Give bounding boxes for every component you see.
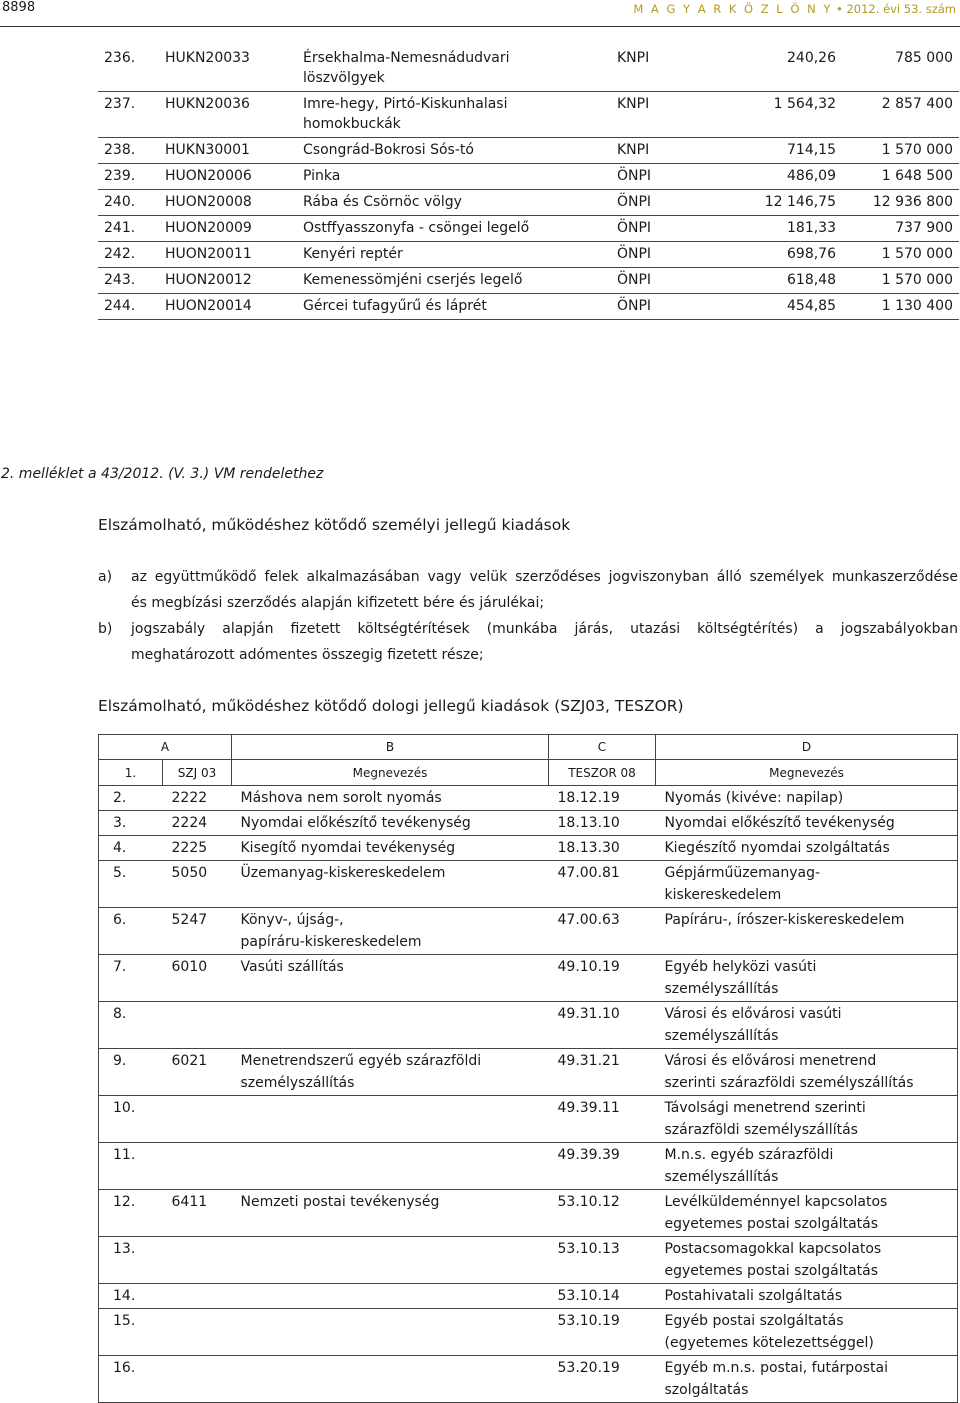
row-number-cell: 241. [98, 216, 159, 242]
bullet-separator: • [836, 2, 843, 16]
szj-code-cell: 2222 [163, 786, 232, 811]
column-letter: D [656, 735, 958, 760]
item-line: az együttműködő felek alkalmazásában vagy velük szerződéses jogviszonyban álló személyek munkaszerződése [131, 569, 958, 585]
teszor-name-cell: Egyéb helyközi vasúti személyszállítás [656, 955, 958, 1002]
park-directorate-cell: ÖNPI [611, 190, 731, 216]
szj-code-cell [163, 1237, 232, 1284]
szj-name-cell [232, 1143, 549, 1190]
area-ha-cell: 618,48 [731, 268, 842, 294]
teszor-code-cell: 47.00.63 [549, 908, 656, 955]
item-text [131, 616, 958, 642]
row-number-cell: 236. [98, 46, 159, 92]
row-number-cell: 239. [98, 164, 159, 190]
szj-code-cell: 6010 [163, 955, 232, 1002]
amount-cell: 1 570 000 [842, 138, 959, 164]
szj-name-cell: Kisegítő nyomdai tevékenység [232, 836, 549, 861]
row-number-cell: 4. [99, 836, 163, 861]
szj-name-cell: Menetrendszerű egyéb szárazföldi személyszállítás [232, 1049, 549, 1096]
area-ha-cell: 698,76 [731, 242, 842, 268]
running-title [633, 1, 956, 17]
szj-code-cell: 2225 [163, 836, 232, 861]
table-row [99, 1237, 958, 1284]
table-row [98, 190, 959, 216]
row-number-cell: 8. [99, 1002, 163, 1049]
teszor-code-cell: 49.31.10 [549, 1002, 656, 1049]
szj-name-cell [232, 1309, 549, 1356]
szj-code-cell: 5050 [163, 861, 232, 908]
site-code-cell: HUON20014 [159, 294, 297, 320]
szj-code-cell [163, 1309, 232, 1356]
item-line: jogszabály alapján fizetett költségtérítések (munkába járás, utazási költségtérítés) a jogszabályokban [131, 621, 958, 637]
park-directorate-cell: KNPI [611, 138, 731, 164]
site-name-cell: Rába és Csörnöc völgy [297, 190, 611, 216]
teszor-name-cell: M.n.s. egyéb szárazföldi személyszállítás [656, 1143, 958, 1190]
row-number-cell: 11. [99, 1143, 163, 1190]
teszor-name-cell: Gépjárműüzemanyag- kiskereskedelem [656, 861, 958, 908]
szj-code-cell [163, 1096, 232, 1143]
item-label: b) [98, 621, 113, 637]
protected-area-table-body [98, 46, 959, 320]
activity-code-table-body [99, 786, 958, 1403]
teszor-name-cell: Városi és elővárosi vasúti személyszállítás [656, 1002, 958, 1049]
item-line: meghatározott adómentes összegig fizetett része; [131, 647, 484, 663]
szj-code-cell [163, 1284, 232, 1309]
teszor-code-cell: 49.39.11 [549, 1096, 656, 1143]
column-letter: B [232, 735, 549, 760]
row-number-cell: 240. [98, 190, 159, 216]
park-directorate-cell: ÖNPI [611, 294, 731, 320]
teszor-name-cell: Egyéb postai szolgáltatás (egyetemes kötelezettséggel) [656, 1309, 958, 1356]
szj-name-cell: Vasúti szállítás [232, 955, 549, 1002]
table-row [99, 811, 958, 836]
szj-code-cell [163, 1143, 232, 1190]
row-number-cell: 242. [98, 242, 159, 268]
table-row [99, 836, 958, 861]
szj-name-cell: Üzemanyag-kiskereskedelem [232, 861, 549, 908]
row-number-cell: 10. [99, 1096, 163, 1143]
table-row [98, 138, 959, 164]
teszor-name-cell: Kiegészítő nyomdai szolgáltatás [656, 836, 958, 861]
szj-name-cell: Máshova nem sorolt nyomás [232, 786, 549, 811]
teszor-name-cell: Távolsági menetrend szerinti szárazföldi személyszállítás [656, 1096, 958, 1143]
row-number-cell: 9. [99, 1049, 163, 1096]
szj-name-cell: Könyv-, újság-, papíráru-kiskereskedelem [232, 908, 549, 955]
row-number-cell: 244. [98, 294, 159, 320]
table-row [98, 242, 959, 268]
column-letter: C [549, 735, 656, 760]
table-row [98, 92, 959, 138]
site-name-cell: Kemenessömjéni cserjés legelő [297, 268, 611, 294]
szj-code-cell: 6021 [163, 1049, 232, 1096]
szj-name-cell [232, 1096, 549, 1143]
site-code-cell: HUKN20036 [159, 92, 297, 138]
szj-name-cell: Nemzeti postai tevékenység [232, 1190, 549, 1237]
table-row [99, 955, 958, 1002]
page-header [0, 0, 960, 27]
teszor-code-cell: 18.13.10 [549, 811, 656, 836]
publication-name: M A G Y A R K Ö Z L Ö N Y [633, 2, 833, 16]
table-row [98, 216, 959, 242]
park-directorate-cell: ÖNPI [611, 242, 731, 268]
item-label: a) [98, 569, 113, 585]
table-row [99, 1002, 958, 1049]
row-number-cell: 3. [99, 811, 163, 836]
row-number-cell: 12. [99, 1190, 163, 1237]
szj-name-cell [232, 1284, 549, 1309]
area-ha-cell: 714,15 [731, 138, 842, 164]
amount-cell: 12 936 800 [842, 190, 959, 216]
teszor-code-cell: 18.12.19 [549, 786, 656, 811]
table-row [99, 1143, 958, 1190]
item-text [131, 564, 958, 590]
amount-cell: 1 570 000 [842, 242, 959, 268]
column-letter: A [99, 735, 232, 760]
table-row [99, 786, 958, 811]
table-row [99, 1284, 958, 1309]
amount-cell: 737 900 [842, 216, 959, 242]
row-number-cell: 5. [99, 861, 163, 908]
teszor-name-cell: Levélküldeménnyel kapcsolatos egyetemes postai szolgáltatás [656, 1190, 958, 1237]
column-header: Megnevezés [232, 760, 549, 786]
site-name-cell: Ostffyasszonyfa - csöngei legelő [297, 216, 611, 242]
teszor-name-cell: Papíráru-, írószer-kiskereskedelem [656, 908, 958, 955]
szj-code-cell: 5247 [163, 908, 232, 955]
row-number-cell: 238. [98, 138, 159, 164]
personnel-cost-list [98, 564, 958, 668]
item-line: és megbízási szerződés alapján kifizetett bére és járulékai; [131, 595, 545, 611]
teszor-name-cell: Egyéb m.n.s. postai, futárpostai szolgáltatás [656, 1356, 958, 1403]
row-number-cell: 13. [99, 1237, 163, 1284]
amount-cell: 785 000 [842, 46, 959, 92]
row-number-cell: 15. [99, 1309, 163, 1356]
row-number-cell: 237. [98, 92, 159, 138]
column-header: SZJ 03 [163, 760, 232, 786]
table-row [98, 164, 959, 190]
site-code-cell: HUON20012 [159, 268, 297, 294]
table-row [99, 1309, 958, 1356]
table-row [98, 268, 959, 294]
area-ha-cell: 12 146,75 [731, 190, 842, 216]
site-code-cell: HUON20008 [159, 190, 297, 216]
site-code-cell: HUKN30001 [159, 138, 297, 164]
teszor-code-cell: 47.00.81 [549, 861, 656, 908]
teszor-code-cell: 18.13.30 [549, 836, 656, 861]
table-row [99, 861, 958, 908]
site-name-cell: Imre-hegy, Pirtó-Kiskunhalasi homokbuckák [297, 92, 611, 138]
column-header: Megnevezés [656, 760, 958, 786]
szj-code-cell: 2224 [163, 811, 232, 836]
teszor-name-cell: Városi és elővárosi menetrend szerinti szárazföldi személyszállítás [656, 1049, 958, 1096]
teszor-code-cell: 53.10.19 [549, 1309, 656, 1356]
park-directorate-cell: KNPI [611, 92, 731, 138]
column-header: TESZOR 08 [549, 760, 656, 786]
szj-code-cell: 6411 [163, 1190, 232, 1237]
site-name-cell: Érsekhalma-Nemesnádudvari löszvölgyek [297, 46, 611, 92]
szj-code-cell [163, 1002, 232, 1049]
site-code-cell: HUKN20033 [159, 46, 297, 92]
table-row [99, 1096, 958, 1143]
site-name-cell: Csongrád-Bokrosi Sós-tó [297, 138, 611, 164]
table-row [99, 908, 958, 955]
amount-cell: 1 570 000 [842, 268, 959, 294]
area-ha-cell: 454,85 [731, 294, 842, 320]
teszor-name-cell: Postacsomagokkal kapcsolatos egyetemes postai szolgáltatás [656, 1237, 958, 1284]
amount-cell: 1 648 500 [842, 164, 959, 190]
site-code-cell: HUON20011 [159, 242, 297, 268]
row-number-cell: 7. [99, 955, 163, 1002]
list-item [98, 616, 958, 642]
area-ha-cell: 181,33 [731, 216, 842, 242]
park-directorate-cell: ÖNPI [611, 164, 731, 190]
row-number-cell: 14. [99, 1284, 163, 1309]
site-name-cell: Gércei tufagyűrű és láprét [297, 294, 611, 320]
protected-area-table [98, 46, 959, 320]
row-number-cell: 6. [99, 908, 163, 955]
page-number: 8898 [2, 0, 36, 15]
szj-code-cell [163, 1356, 232, 1403]
teszor-name-cell: Nyomdai előkészítő tevékenység [656, 811, 958, 836]
area-ha-cell: 240,26 [731, 46, 842, 92]
row-number-cell: 2. [99, 786, 163, 811]
list-item [98, 564, 958, 590]
area-ha-cell: 486,09 [731, 164, 842, 190]
table-row [98, 294, 959, 320]
teszor-code-cell: 49.31.21 [549, 1049, 656, 1096]
teszor-code-cell: 53.10.12 [549, 1190, 656, 1237]
column-header: 1. [99, 760, 163, 786]
list-item-continuation [98, 590, 958, 616]
activity-code-table [98, 734, 958, 1403]
list-item-continuation [98, 642, 958, 668]
szj-name-cell [232, 1002, 549, 1049]
column-letter-row [99, 735, 958, 760]
site-code-cell: HUON20009 [159, 216, 297, 242]
szj-name-cell: Nyomdai előkészítő tevékenység [232, 811, 549, 836]
row-number-cell: 243. [98, 268, 159, 294]
section-heading-personnel: Elszámolható, működéshez kötődő személyi jellegű kiadások [98, 516, 571, 534]
area-ha-cell: 1 564,32 [731, 92, 842, 138]
column-header-row [99, 760, 958, 786]
teszor-code-cell: 49.39.39 [549, 1143, 656, 1190]
teszor-name-cell: Nyomás (kivéve: napilap) [656, 786, 958, 811]
row-number-cell: 16. [99, 1356, 163, 1403]
site-name-cell: Kenyéri reptér [297, 242, 611, 268]
issue-label: 2012. évi 53. szám [846, 2, 956, 16]
park-directorate-cell: KNPI [611, 46, 731, 92]
szj-name-cell [232, 1356, 549, 1403]
table-row [99, 1190, 958, 1237]
park-directorate-cell: ÖNPI [611, 268, 731, 294]
table-row [99, 1356, 958, 1403]
site-name-cell: Pinka [297, 164, 611, 190]
teszor-code-cell: 53.10.13 [549, 1237, 656, 1284]
site-code-cell: HUON20006 [159, 164, 297, 190]
teszor-code-cell: 53.20.19 [549, 1356, 656, 1403]
park-directorate-cell: ÖNPI [611, 216, 731, 242]
amount-cell: 1 130 400 [842, 294, 959, 320]
table-row [99, 1049, 958, 1096]
section-heading-material: Elszámolható, működéshez kötődő dologi jellegű kiadások (SZJ03, TESZOR) [98, 697, 684, 715]
annex-title: 2. melléklet a 43/2012. (V. 3.) VM rendelethez [1, 466, 324, 482]
teszor-code-cell: 49.10.19 [549, 955, 656, 1002]
amount-cell: 2 857 400 [842, 92, 959, 138]
szj-name-cell [232, 1237, 549, 1284]
teszor-code-cell: 53.10.14 [549, 1284, 656, 1309]
teszor-name-cell: Postahivatali szolgáltatás [656, 1284, 958, 1309]
table-row [98, 46, 959, 92]
